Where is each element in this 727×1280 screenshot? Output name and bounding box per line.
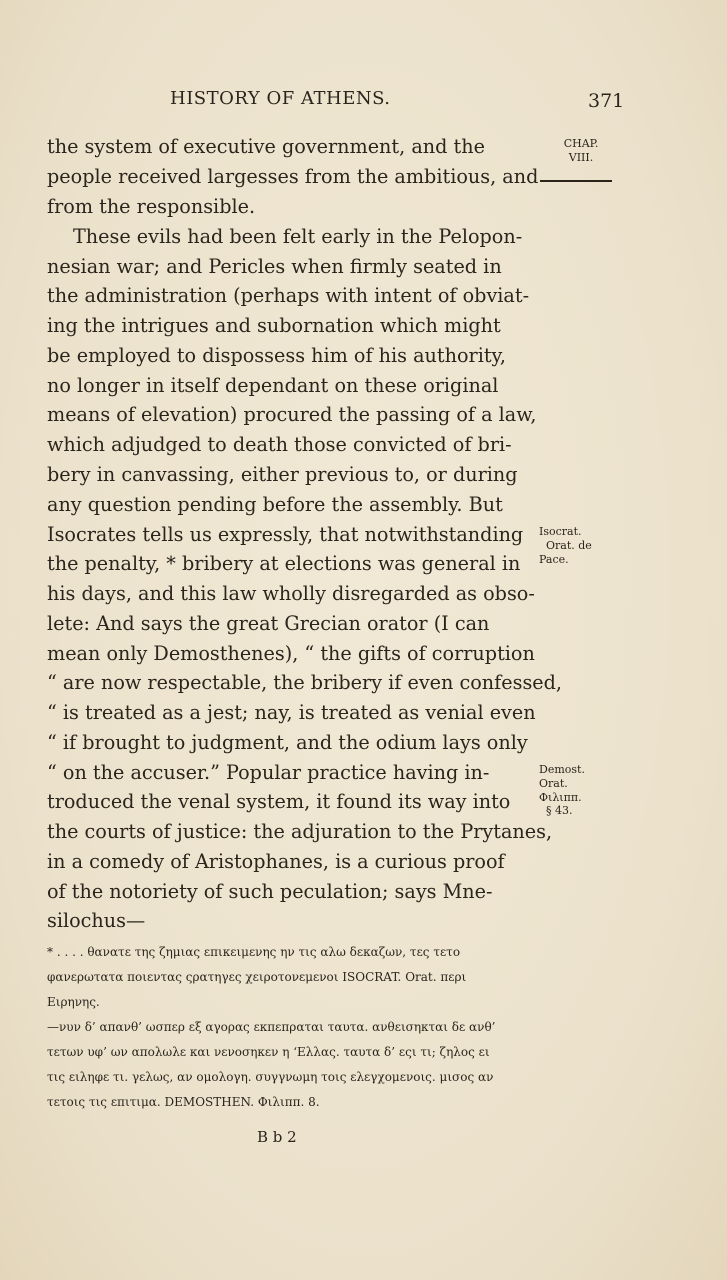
footnote-line: φανερωτατα ποιεντας ςρατηγες χειροτονεμενοι ISOCRAT. Orat. περι	[47, 970, 467, 984]
body-line: silochus—	[47, 909, 146, 932]
body-line: no longer in itself dependant on these original	[47, 374, 499, 397]
body-line: of the notoriety of such peculation; says Mne-	[47, 880, 493, 903]
body-line: lete: And says the great Grecian orator (I can	[47, 612, 490, 635]
signature-mark: B b 2	[257, 1128, 297, 1146]
body-line: the penalty, * bribery at elections was general in	[47, 552, 521, 575]
body-line: in a comedy of Aristophanes, is a curious proof	[47, 850, 505, 873]
footnote-line: τετοις τις επιτιμα. DEMOSTHEN. Φιλιππ. 8.	[47, 1095, 320, 1109]
body-line: be employed to dispossess him of his authority,	[47, 344, 506, 367]
body-line: ing the intrigues and subornation which might	[47, 314, 501, 337]
body-line: the courts of justice: the adjuration to the Prytanes,	[47, 820, 553, 843]
body-line: the administration (perhaps with intent of obviat-	[47, 284, 530, 307]
running-title: HISTORY OF ATHENS.	[170, 88, 391, 109]
footnote-line: τετων υφ’ ων απολωλε και νενοσηκεν η ‘Ελλας. ταυτα δ’ εςι τι; ζηλος ει	[47, 1045, 490, 1059]
body-line: “ if brought to judgment, and the odium lays only	[47, 731, 528, 754]
body-line: mean only Demosthenes), “ the gifts of corruption	[47, 642, 535, 665]
body-line: any question pending before the assembly. But	[47, 493, 503, 516]
sidenote-demost: Demost. Orat. Φιλιππ. § 43.	[539, 763, 585, 818]
body-line: “ is treated as a jest; nay, is treated as venial even	[47, 701, 536, 724]
body-line: which adjudged to death those convicted of bri-	[47, 433, 512, 456]
body-line: nesian war; and Pericles when firmly seated in	[47, 255, 502, 278]
chapter-rule	[540, 180, 612, 182]
body-line: “ are now respectable, the bribery if even confessed,	[47, 671, 563, 694]
body-line: Isocrates tells us expressly, that notwithstanding	[47, 523, 524, 546]
body-line: the system of executive government, and the	[47, 135, 485, 158]
chapter-sidenote: CHAP. VIII.	[563, 137, 599, 164]
body-line: “ on the accuser.” Popular practice having in-	[47, 761, 490, 784]
body-line: These evils had been felt early in the Pelopon-	[73, 225, 523, 248]
body-line: means of elevation) procured the passing of a law,	[47, 403, 537, 426]
footnote-line: * . . . . θανατε της ζημιας επικειμενης ην τις αλω δεκαζων, τες τετο	[47, 945, 461, 959]
page-number: 371	[588, 90, 625, 112]
body-line: people received largesses from the ambitious, and	[47, 165, 539, 188]
footnote-line: Ειρηνης.	[47, 995, 100, 1009]
sidenote-isocrat: Isocrat. Orat. de Pace.	[539, 525, 592, 566]
body-line: bery in canvassing, either previous to, or during	[47, 463, 518, 486]
body-line: troduced the venal system, it found its way into	[47, 790, 511, 813]
body-line: his days, and this law wholly disregarded as obso-	[47, 582, 535, 605]
footnote-line: τις ειληφε τι. γελως, αν ομολογη. συγγνωμη τοις ελεγχομενοις. μισος αν	[47, 1070, 494, 1084]
body-line: from the responsible.	[47, 195, 256, 218]
footnote-line: —νυν δ’ απανθ’ ωσπερ εξ αγορας εκπεπραται ταυτα. ανθεισηκται δε ανθ’	[47, 1020, 496, 1034]
